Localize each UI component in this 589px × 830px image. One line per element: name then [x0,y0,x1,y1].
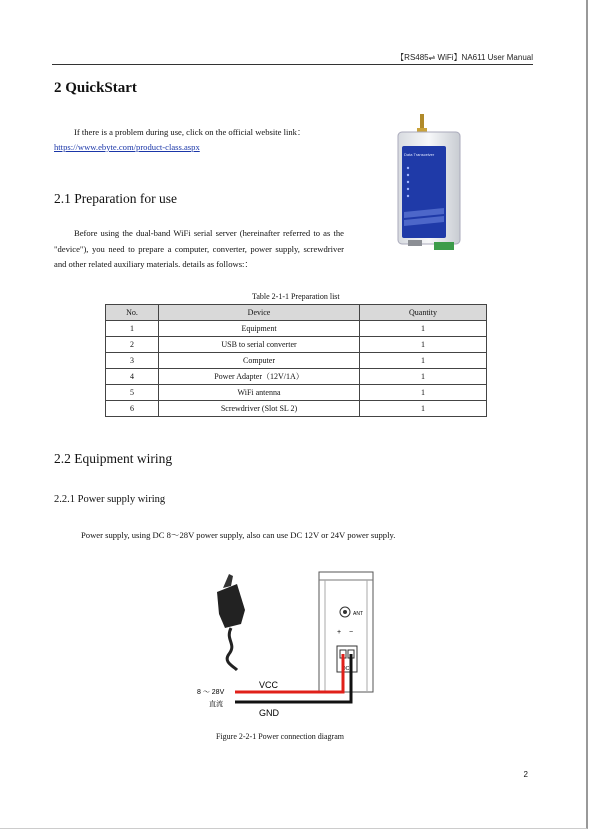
minus-label: − [349,629,354,636]
section-title-wiring: 2.2 Equipment wiring [54,451,173,466]
preparation-body: Before using the dual-band WiFi serial server (hereinafter referred to as the "device"), you need to prepare a computer, converter, power supply, screwdriver and other related auxiliary materials. details as follows:： [54,228,344,269]
device-outline [319,572,373,692]
device-photo [388,112,468,252]
table-row [106,385,487,401]
dc-label: DC [342,666,350,672]
cell-quantity: 1 [360,369,487,385]
cell-device: USB to serial converter [159,337,360,353]
cell-no: 6 [106,401,159,417]
cell-device: Equipment [159,321,360,337]
cell-device: WiFi antenna [159,385,360,401]
cell-quantity: 1 [360,385,487,401]
dc-cn-label: 直流 [209,700,223,708]
cell-quantity: 1 [360,337,487,353]
voltage-label: 8 ～ 28V [197,689,225,696]
plus-label: + [337,629,342,636]
intro-text: If there is a problem during use, click on the official website link： [74,127,306,137]
cell-quantity: 1 [360,353,487,369]
page-number: 2 [523,770,528,779]
subsection-title-power: 2.2.1 Power supply wiring [54,494,166,505]
table-row [106,369,487,385]
table-row [106,337,487,353]
cell-no: 4 [106,369,159,385]
table-row [106,321,487,337]
cell-no: 1 [106,321,159,337]
cell-quantity: 1 [360,321,487,337]
gnd-label: GND [259,708,279,718]
cell-no: 2 [106,337,159,353]
device-photo-label: Data Transceiver [404,152,435,157]
ant-label: ANT [353,611,363,617]
section-title-preparation: 2.1 Preparation for use [54,191,177,206]
power-connection-diagram [195,570,395,730]
column-header-quantity: Quantity [360,305,487,321]
table-row [106,353,487,369]
preparation-table [105,304,487,417]
table-caption: Table 2-1-1 Preparation list [252,292,340,301]
website-link[interactable]: https://www.ebyte.com/product-class.aspx [54,142,200,152]
cell-no: 3 [106,353,159,369]
cell-device: Computer [159,353,360,369]
cell-device: Screwdriver (Slot SL 2) [159,401,360,417]
header-rule [52,64,533,65]
power-adapter-icon [217,574,245,670]
header-title: 【RS485⇌ WiFi】NA611 User Manual [396,53,533,62]
cell-device: Power Adapter（12V/1A） [159,369,360,385]
table-row [106,401,487,417]
section-title-quickstart: 2 QuickStart [54,80,137,96]
power-body: Power supply, using DC 8～28V power supply, also can use DC 12V or 24V power supply. [81,530,396,540]
cell-no: 5 [106,385,159,401]
column-header-no: No. [106,305,159,321]
column-header-device: Device [159,305,360,321]
vcc-label: VCC [259,680,279,690]
figure-caption: Figure 2-2-1 Power connection diagram [216,732,344,741]
cell-quantity: 1 [360,401,487,417]
